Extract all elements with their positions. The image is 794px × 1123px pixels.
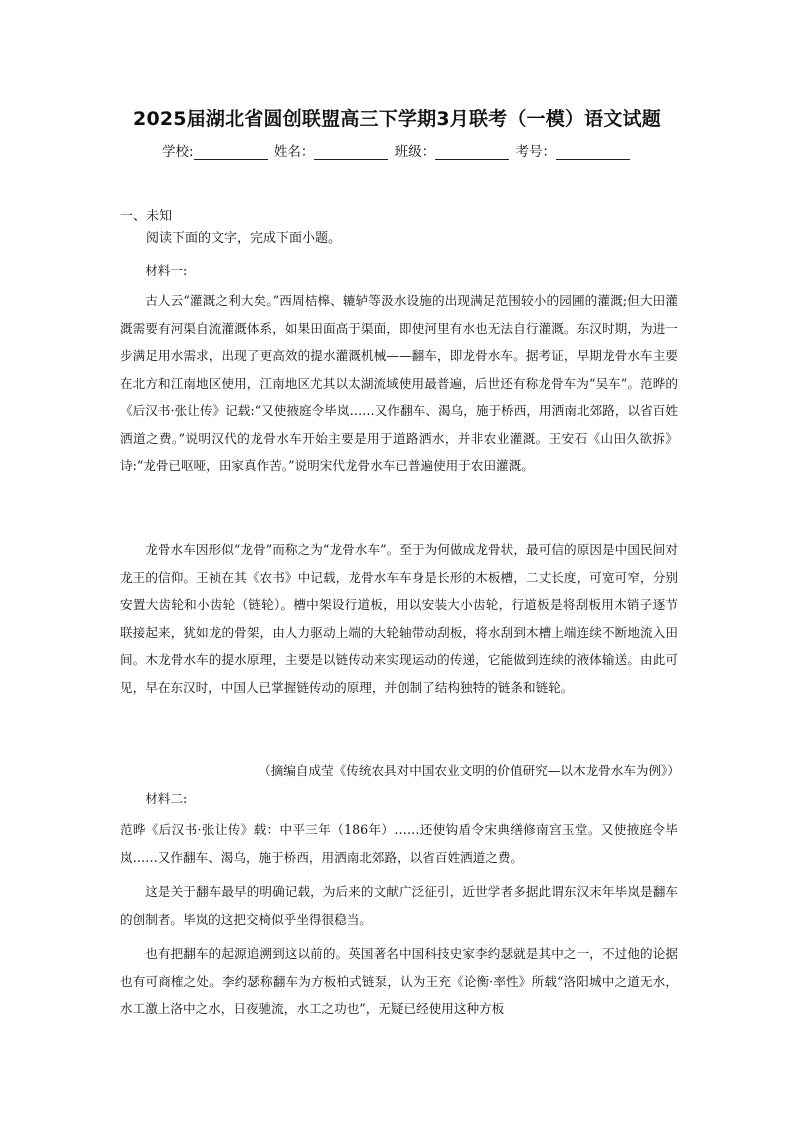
page-title: 2025届湖北省圆创联盟高三下学期3月联考（一模）语文试题 — [133, 108, 661, 130]
school-blank[interactable] — [194, 145, 268, 160]
name-blank[interactable] — [314, 145, 388, 160]
material1-source: （摘编自成莹《传统农具对中国农业文明的价值研究—以木龙骨水车为例》） — [258, 763, 680, 778]
material2-label: 材料二: — [145, 791, 188, 806]
exam-no-blank[interactable] — [556, 145, 630, 160]
class-blank[interactable] — [435, 145, 509, 160]
material2-paragraph-3: 也有把翻车的起源追溯到这以前的。英国著名中国科技史家李约瑟就是其中之一，不过他的论据也有可商榷之处。李约瑟称翻车为方板柏式链泵，认为王充《论衡·率性》所载“洛阳城中之道无水，水工激上洛中之水，日夜驰流，水工之功也”，无疑已经使用这种方板 — [120, 946, 678, 1016]
name-label: 姓名： — [273, 144, 315, 160]
material1-paragraph-1: 古人云“灌溉之利大矣。”西周桔槔、辘轳等汲水设施的出现满足范围较小的园圃的灌溉;但大田灌溉需要有河渠自流灌溉体系，如果田面高于渠面，即使河里有水也无法自行灌溉。东汉时期，为进一步满足用水需求，出现了更高效的提水灌溉机械——翻车，即龙骨水车。据考证，早期龙骨水车主要在北方和江南地区使用，江南地区尤其以太湖流域使用最普遍，后世还有称龙骨车为“吴车”。范晔的《后汉书·张让传》记载:“又使掖庭令毕岚……又作翻车、渴乌，施于桥西，用洒南北郊路，以省百姓洒道之费。”说明汉代的龙骨水车开始主要是用于道路洒水，并非农业灌溉。王安石《山田久欲拆》诗:“龙骨已呕哑，田家真作苦。”说明宋代龙骨水车已普遍使用于农田灌溉。 — [120, 293, 678, 473]
section-heading: 一、未知 — [120, 209, 173, 224]
instruction-text: 阅读下面的文字，完成下面小题。 — [146, 231, 342, 246]
material2-paragraph-1: 范晔《后汉书·张让传》载：中平三年（186年）……还使钩盾令宋典缮修南宫玉堂。又使掖庭令毕岚……又作翻车、渴乌，施于桥西，用洒南北郊路，以省百姓洒道之费。 — [120, 822, 678, 865]
exam-no-label: 考号： — [515, 144, 556, 160]
material2-paragraph-2: 这是关于翻车最早的明确记载，为后来的文献广泛征引，近世学者多据此谓东汉末年毕岚是翻车的创制者。毕岚的这把交椅似乎坐得很稳当。 — [120, 884, 678, 927]
school-label: 学校: — [162, 144, 194, 160]
student-info-line — [0, 140, 794, 160]
material1-label: 材料一: — [145, 263, 188, 278]
material1-paragraph-2: 龙骨水车因形似“龙骨”而称之为“龙骨水车”。至于为何做成龙骨状，最可信的原因是中国民间对龙王的信仰。王祯在其《农书》中记载，龙骨水车车身是长形的木板槽，二丈长度，可宽可窄，分别安置大齿轮和小齿轮（链轮）。槽中架设行道板，用以安装大小齿轮，行道板是将刮板用木销子逐节联接起来，犹如龙的骨架，由人力驱动上端的大轮轴带动刮板，将水刮到木槽上端连续不断地流入田间。木龙骨水车的提水原理，主要是以链传动来实现运动的传递，它能做到连续的液体输送。由此可见，早在东汉时，中国人已掌握链传动的原理，并创制了结构独特的链条和链轮。 — [120, 542, 678, 695]
class-label: 班级： — [394, 144, 436, 160]
